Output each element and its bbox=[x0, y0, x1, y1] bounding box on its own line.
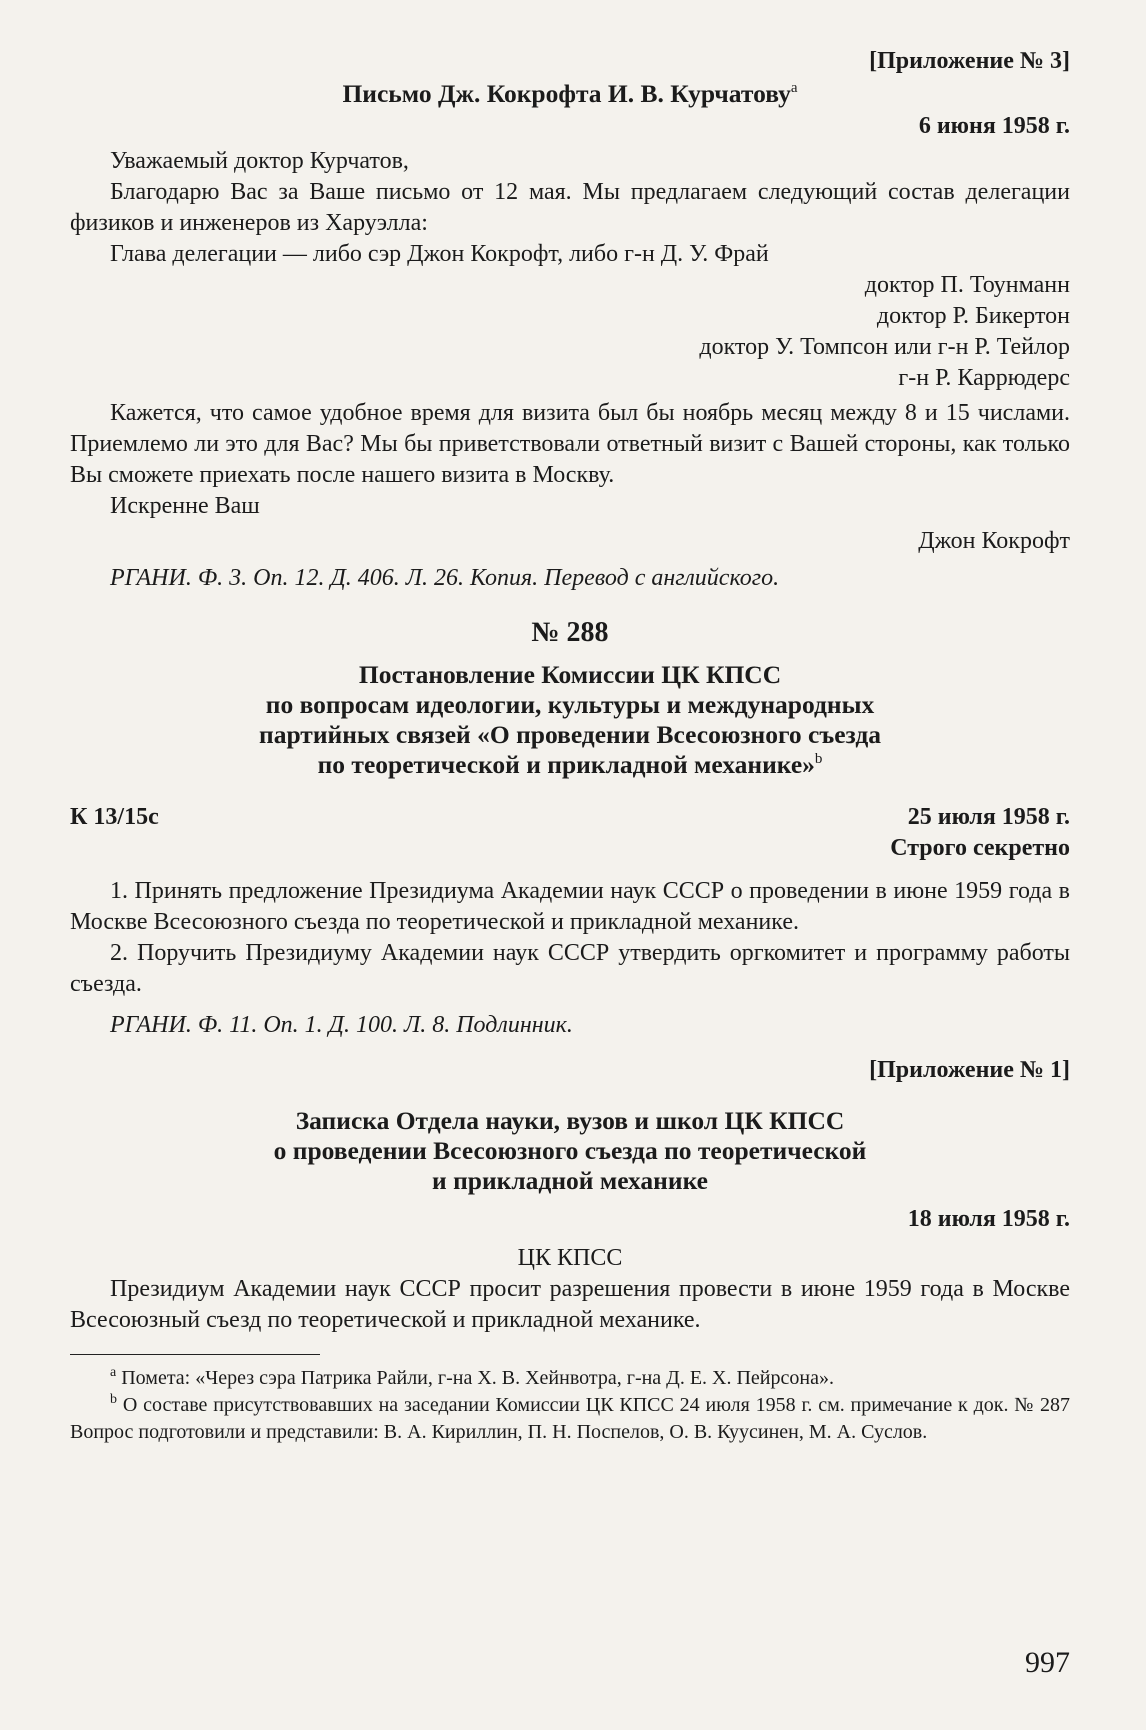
page-number: 997 bbox=[1025, 1646, 1070, 1679]
footnote-divider bbox=[70, 1354, 320, 1355]
resolution-title bbox=[70, 660, 1070, 780]
memo-date: 18 июля 1958 г. bbox=[907, 1206, 1070, 1232]
title-line: о проведении Всесоюзного съезда по теоретической bbox=[273, 1136, 867, 1165]
letter-closing: Искренне Ваш bbox=[110, 493, 260, 519]
archive-source: РГАНИ. Ф. 11. Оп. 1. Д. 100. Л. 8. Подлинник. bbox=[110, 1012, 573, 1038]
delegation-member: доктор П. Тоунманн bbox=[864, 272, 1070, 298]
letter-title: Письмо Дж. Кокрофта И. В. Курчатову$^а$ bbox=[342, 79, 798, 108]
title-line: партийных связей «О проведении Всесоюзного съезда bbox=[259, 720, 881, 749]
footnote-ref-a: а bbox=[790, 80, 798, 96]
delegation-member: г-н Р. Каррюдерс bbox=[898, 365, 1070, 391]
document-number: № 288 bbox=[531, 617, 609, 648]
footnote-ref-b: b bbox=[814, 751, 823, 767]
document-date: 25 июля 1958 г. bbox=[907, 804, 1070, 830]
title-line: Постановление Комиссии ЦК КПСС bbox=[358, 660, 782, 689]
secrecy-stamp: Строго секретно bbox=[890, 835, 1070, 861]
delegation-member: доктор Р. Бикертон bbox=[876, 303, 1070, 329]
archive-source: РГАНИ. Ф. 3. Оп. 12. Д. 406. Л. 26. Копия. Перевод с английского. bbox=[110, 565, 780, 591]
memo-title bbox=[70, 1106, 1070, 1196]
resolution-item: 2. Поручить Президиуму Академии наук СССР утвердить оргкомитет и программу работы съезда. bbox=[70, 940, 1070, 997]
title-line: Записка Отдела науки, вузов и школ ЦК КПСС bbox=[295, 1106, 845, 1135]
appendix-label: [Приложение № 3] bbox=[869, 48, 1070, 74]
title-line: по вопросам идеологии, культуры и международных bbox=[265, 690, 875, 719]
reference-date-row bbox=[70, 802, 1070, 833]
appendix-label: [Приложение № 1] bbox=[869, 1057, 1070, 1083]
memo-paragraph: Президиум Академии наук СССР просит разрешения провести в июне 1959 года в Москве Всесоюзный съезд по теоретической и прикладной механике. bbox=[70, 1276, 1070, 1333]
footnote-mark: b bbox=[110, 1392, 117, 1407]
footnote-mark: а bbox=[110, 1365, 117, 1380]
memo-addressee: ЦК КПСС bbox=[517, 1245, 623, 1271]
letter-date: 6 июня 1958 г. bbox=[918, 113, 1070, 139]
document-reference: К 13/15с bbox=[70, 804, 159, 830]
footnote: $^b$ О составе присутствовавших на заседании Комиссии ЦК КПСС 24 июля 1958 г. см. примечание к док. № 287 Вопрос подготовили и представили: В. А. Кириллин, П. Н. Поспелов, О. В. Куусинен, М. А. Суслов. bbox=[70, 1392, 1071, 1443]
delegation-member: доктор У. Томпсон или г-н Р. Тейлор bbox=[699, 334, 1070, 360]
letter-paragraph: Кажется, что самое удобное время для визита был бы ноябрь месяц между 8 и 15 числами. Приемлемо ли это для Вас? Мы бы приветствовали ответный визит с Вашей стороны, как только Вы сможете приехать после нашего визита в Москву. bbox=[70, 400, 1070, 488]
letter-salutation: Уважаемый доктор Курчатов, bbox=[110, 148, 409, 174]
title-line: по теоретической и прикладной механике»$^b$ bbox=[317, 750, 823, 779]
letter-paragraph: Глава делегации — либо сэр Джон Кокрофт, либо г-н Д. У. Фрай bbox=[110, 241, 769, 267]
title-line: и прикладной механике bbox=[432, 1166, 708, 1195]
letter-paragraph: Благодарю Вас за Ваше письмо от 12 мая. Мы предлагаем следующий состав делегации физиков и инженеров из Харуэлла: bbox=[70, 179, 1070, 236]
footnote: $^а$ Помета: «Через сэра Патрика Райли, г-на Х. В. Хейнвотра, г-на Д. Е. Х. Пейрсона». bbox=[110, 1365, 834, 1389]
resolution-item: 1. Принять предложение Президиума Академии наук СССР о проведении в июне 1959 года в Москве Всесоюзного съезда по теоретической и прикладной механике. bbox=[70, 878, 1070, 935]
letter-signature: Джон Кокрофт bbox=[918, 528, 1070, 554]
